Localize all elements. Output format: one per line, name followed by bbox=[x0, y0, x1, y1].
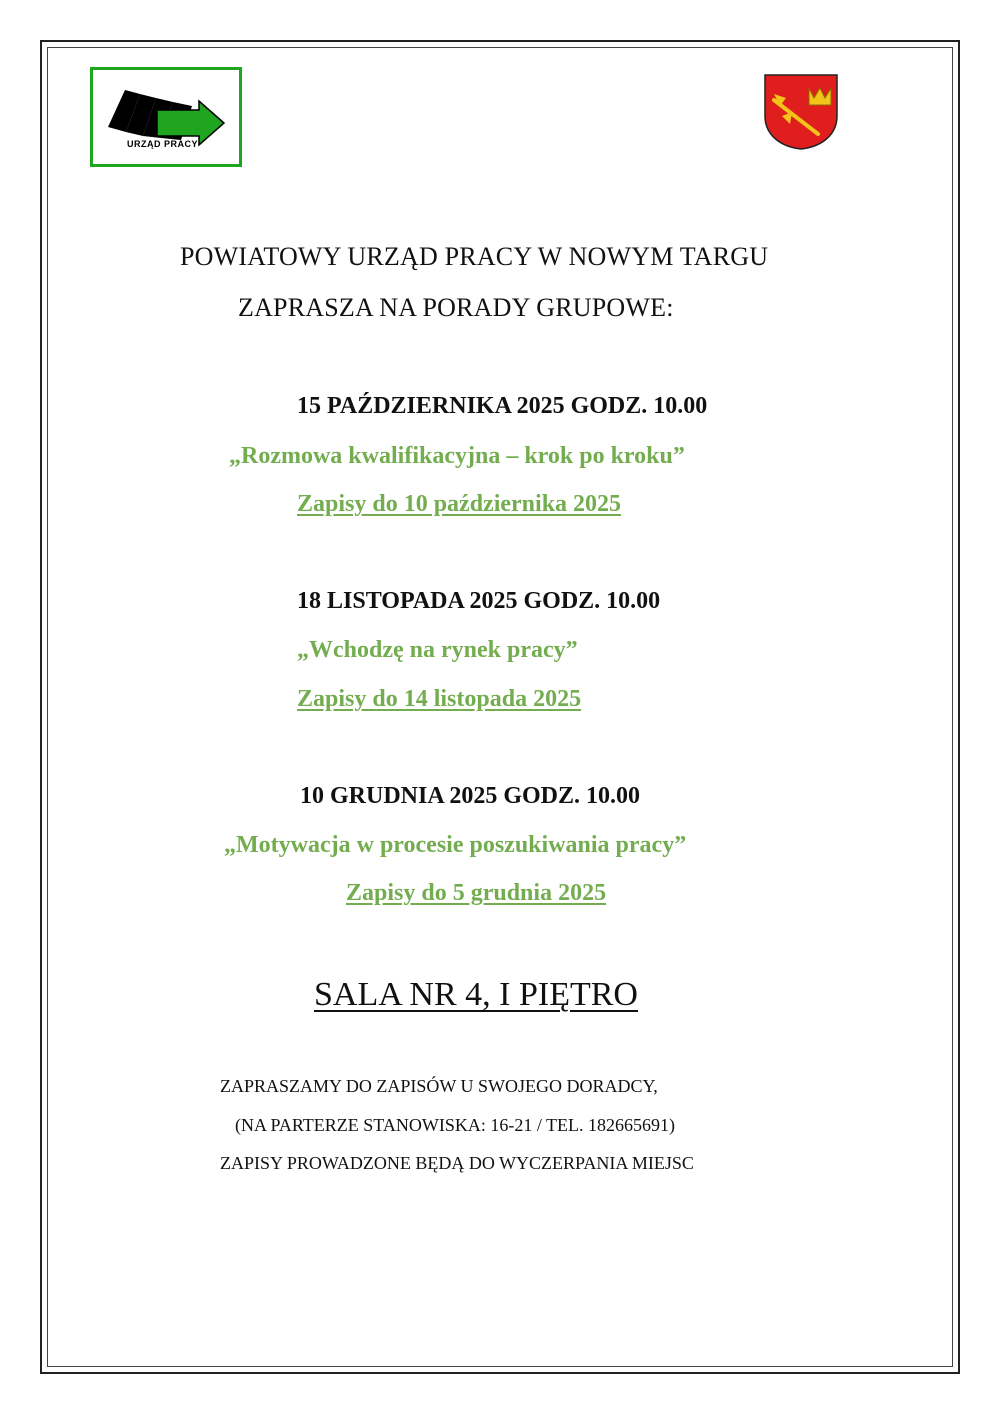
event-1-title: „Rozmowa kwalifikacyjna – krok po kroku” bbox=[229, 443, 685, 469]
event-1-date: 15 PAŹDZIERNIKA 2025 GODZ. 10.00 bbox=[297, 393, 708, 419]
footer-line-2: (NA PARTERZE STANOWISKA: 16-21 / TEL. 182665691) bbox=[235, 1115, 675, 1135]
cards-arrow-icon bbox=[93, 70, 239, 164]
event-3-date: 10 GRUDNIA 2025 GODZ. 10.00 bbox=[300, 783, 641, 809]
event-2-title: „Wchodzę na rynek pracy” bbox=[297, 637, 578, 663]
event-2-registration: Zapisy do 14 listopada 2025 bbox=[297, 686, 582, 712]
footer-line-3: ZAPISY PROWADZONE BĘDĄ DO WYCZERPANIA MIEJSC bbox=[220, 1153, 694, 1173]
room-info: SALA NR 4, I PIĘTRO bbox=[314, 976, 638, 1013]
coat-of-arms-icon bbox=[762, 72, 840, 150]
organization-heading: POWIATOWY URZĄD PRACY W NOWYM TARGU bbox=[180, 242, 769, 271]
invitation-heading: ZAPRASZA NA PORADY GRUPOWE: bbox=[238, 293, 674, 322]
event-3-registration: Zapisy do 5 grudnia 2025 bbox=[346, 880, 607, 906]
urzad-pracy-logo bbox=[90, 67, 242, 167]
event-2-date: 18 LISTOPADA 2025 GODZ. 10.00 bbox=[297, 588, 661, 614]
footer-line-1: ZAPRASZAMY DO ZAPISÓW U SWOJEGO DORADCY, bbox=[220, 1076, 658, 1096]
event-1-registration: Zapisy do 10 października 2025 bbox=[297, 491, 622, 517]
event-3-title: „Motywacja w procesie poszukiwania pracy” bbox=[224, 832, 687, 858]
logo-text: URZĄD PRACY bbox=[127, 139, 199, 149]
